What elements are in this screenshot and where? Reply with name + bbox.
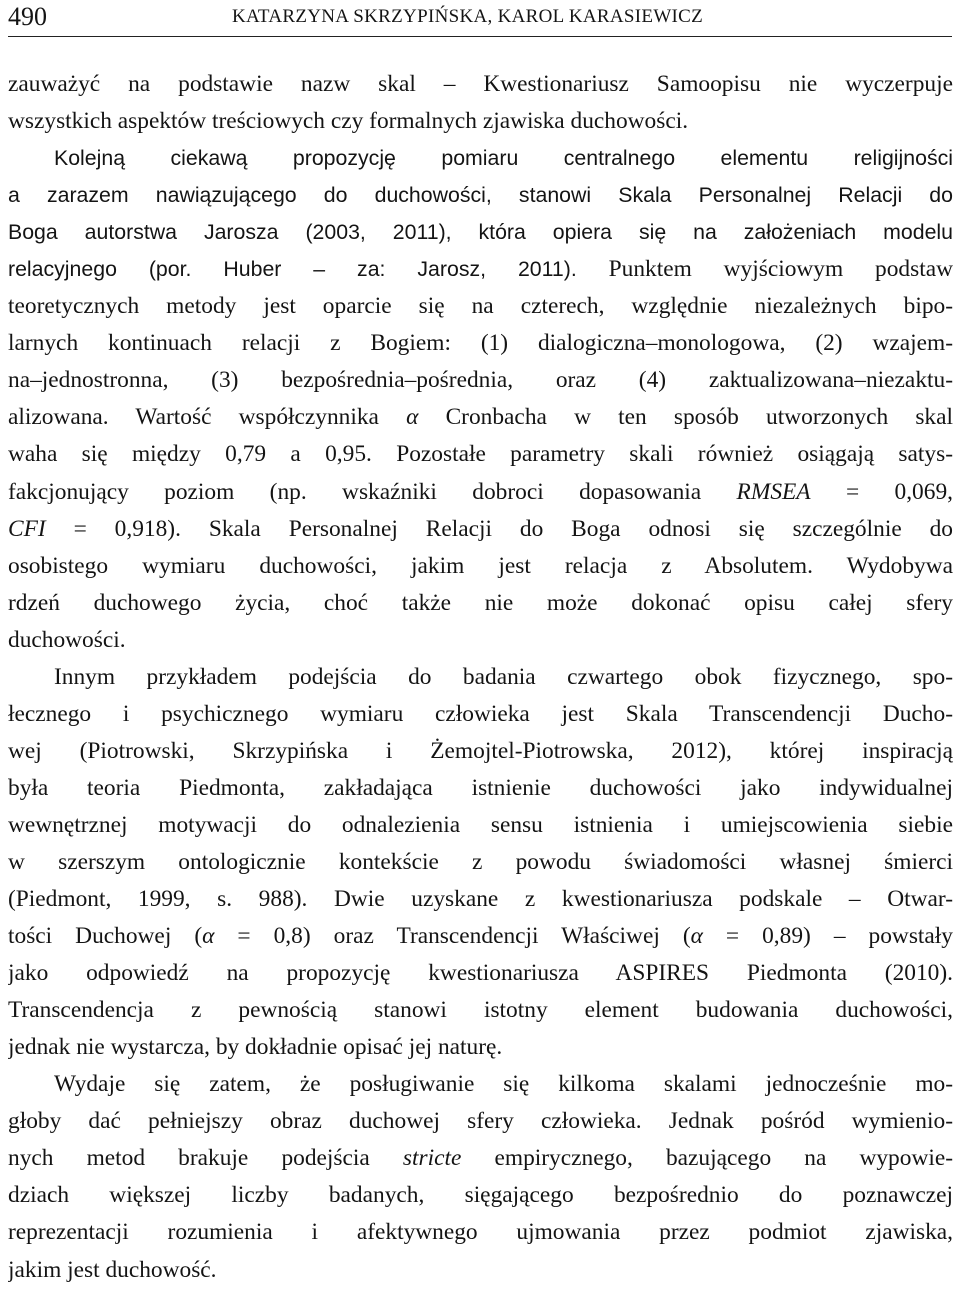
text-line: była teoria Piedmonta, zakładająca istnienie duchowości jako indywidualnej [8, 774, 953, 801]
body-text [8, 66, 953, 1289]
text-run: fakcjonujący poziom (np. wskaźniki dobroci dopasowania [8, 478, 737, 505]
text-line: osobistego wymiaru duchowości, jakim jest relacja z Absolutem. Wydobywa [8, 552, 953, 579]
text-line: rdzeń duchowego życia, choć także nie może dokonać opisu całej sfery [8, 589, 953, 616]
text-run: empirycznego, bazującego na wypowie- [461, 1145, 953, 1172]
text-line: na–jednostronna, (3) bezpośrednia–pośrednia, oraz (4) zaktualizowana–niezaktu- [8, 367, 953, 394]
text-line: wszystkich aspektów treściowych czy formalnych zjawiska duchowości. [8, 108, 689, 135]
text-line: jakim jest duchowość. [8, 1256, 217, 1283]
text-run: = 0,918). Skala Personalnej Relacji do Boga odnosi się szczególnie do [45, 515, 953, 542]
text-line: dziach większej liczby badanych, sięgającego bezpośrednio do poznawczej [8, 1182, 953, 1209]
text-line: Transcendencja z pewnością stanowi istotny element budowania duchowości, [8, 997, 953, 1024]
text-line: głoby dać pełniejszy obraz duchowej sfery człowieka. Jednak pośród wymienio- [8, 1108, 953, 1135]
text-line: reprezentacji rozumienia i afektywnego ujmowania przez podmiot zjawiska, [8, 1219, 953, 1246]
text-line [8, 918, 953, 955]
text-line [8, 474, 953, 511]
page-number: 490 [8, 2, 47, 31]
text-line [8, 1140, 953, 1177]
text-run: relacyjnego (por. Huber – za: Jarosz, 2011). [8, 257, 577, 282]
text-line: jednak nie wystarcza, by dokładnie opisać jej naturę. [8, 1034, 503, 1061]
text-run: alizowana. Wartość współczynnika [8, 404, 407, 431]
alpha-symbol: α [406, 404, 419, 431]
text-run: = 0,069, [810, 478, 953, 505]
stricte-term: stricte [402, 1145, 462, 1172]
text-run: Cronbacha w ten sposób utworzonych skal [418, 404, 953, 431]
text-line: Innym przykładem podejścia do badania czwartego obok fizycznego, spo- [54, 663, 953, 690]
text-line: waha się między 0,79 a 0,95. Pozostałe parametry skali również osiągają satys- [8, 441, 953, 468]
text-line [8, 511, 953, 548]
text-line: larnych kontinuach relacji z Bogiem: (1) dialogiczna–monologowa, (2) wzajem- [8, 330, 953, 357]
text-line [8, 399, 953, 436]
text-line: Kolejną ciekawą propozycję pomiaru centralnego elementu religijności [54, 146, 953, 171]
rmsea-term: RMSEA [736, 478, 811, 505]
text-run: nych metod brakuje podejścia [8, 1145, 403, 1172]
text-line: wej (Piotrowski, Skrzypińska i Żemojtel-Piotrowska, 2012), której inspiracją [8, 737, 953, 764]
alpha-symbol: α [690, 923, 703, 950]
text-line: a zarazem nawiązującego do duchowości, stanowi Skala Personalnej Relacji do [8, 183, 953, 208]
text-run: Punktem wyjściowym podstaw [576, 256, 953, 283]
cfi-term: CFI [8, 515, 46, 542]
text-line: (Piedmont, 1999, s. 988). Dwie uzyskane z kwestionariusza podskale – Otwar- [8, 886, 953, 913]
text-line: zauważyć na podstawie nazw skal – Kwestionariusz Samoopisu nie wyczerpuje [8, 71, 953, 97]
text-line: teoretycznych metody jest oparcie się na czterech, względnie niezależnych bipo- [8, 293, 953, 320]
text-line: wewnętrznej motywacji do odnalezienia sensu istnienia i umiejscowienia siebie [8, 811, 953, 838]
text-run: = 0,8) oraz Transcendencji Właściwej ( [214, 923, 691, 950]
running-head [8, 0, 952, 37]
text-line: Boga autorstwa Jarosza (2003, 2011), która opiera się na założeniach modelu [8, 220, 953, 245]
text-line: Wydaje się zatem, że posługiwanie się kilkoma skalami jednocześnie mo- [54, 1071, 953, 1098]
text-line: duchowości. [8, 626, 126, 653]
text-line: łecznego i psychicznego wymiaru człowieka jest Skala Transcendencji Ducho- [8, 700, 953, 727]
text-run: = 0,89) – powstały [702, 923, 953, 950]
text-line: w szerszym ontologicznie kontekście z powodu świadomości własnej śmierci [8, 848, 953, 875]
text-line [8, 251, 953, 288]
running-head-authors: KATARZYNA SKRZYPIŃSKA, KAROL KARASIEWICZ [232, 6, 704, 27]
alpha-symbol: α [202, 923, 215, 950]
text-run: tości Duchowej ( [8, 923, 203, 950]
text-line: jako odpowiedź na propozycję kwestionariusza ASPIRES Piedmonta (2010). [8, 960, 953, 987]
